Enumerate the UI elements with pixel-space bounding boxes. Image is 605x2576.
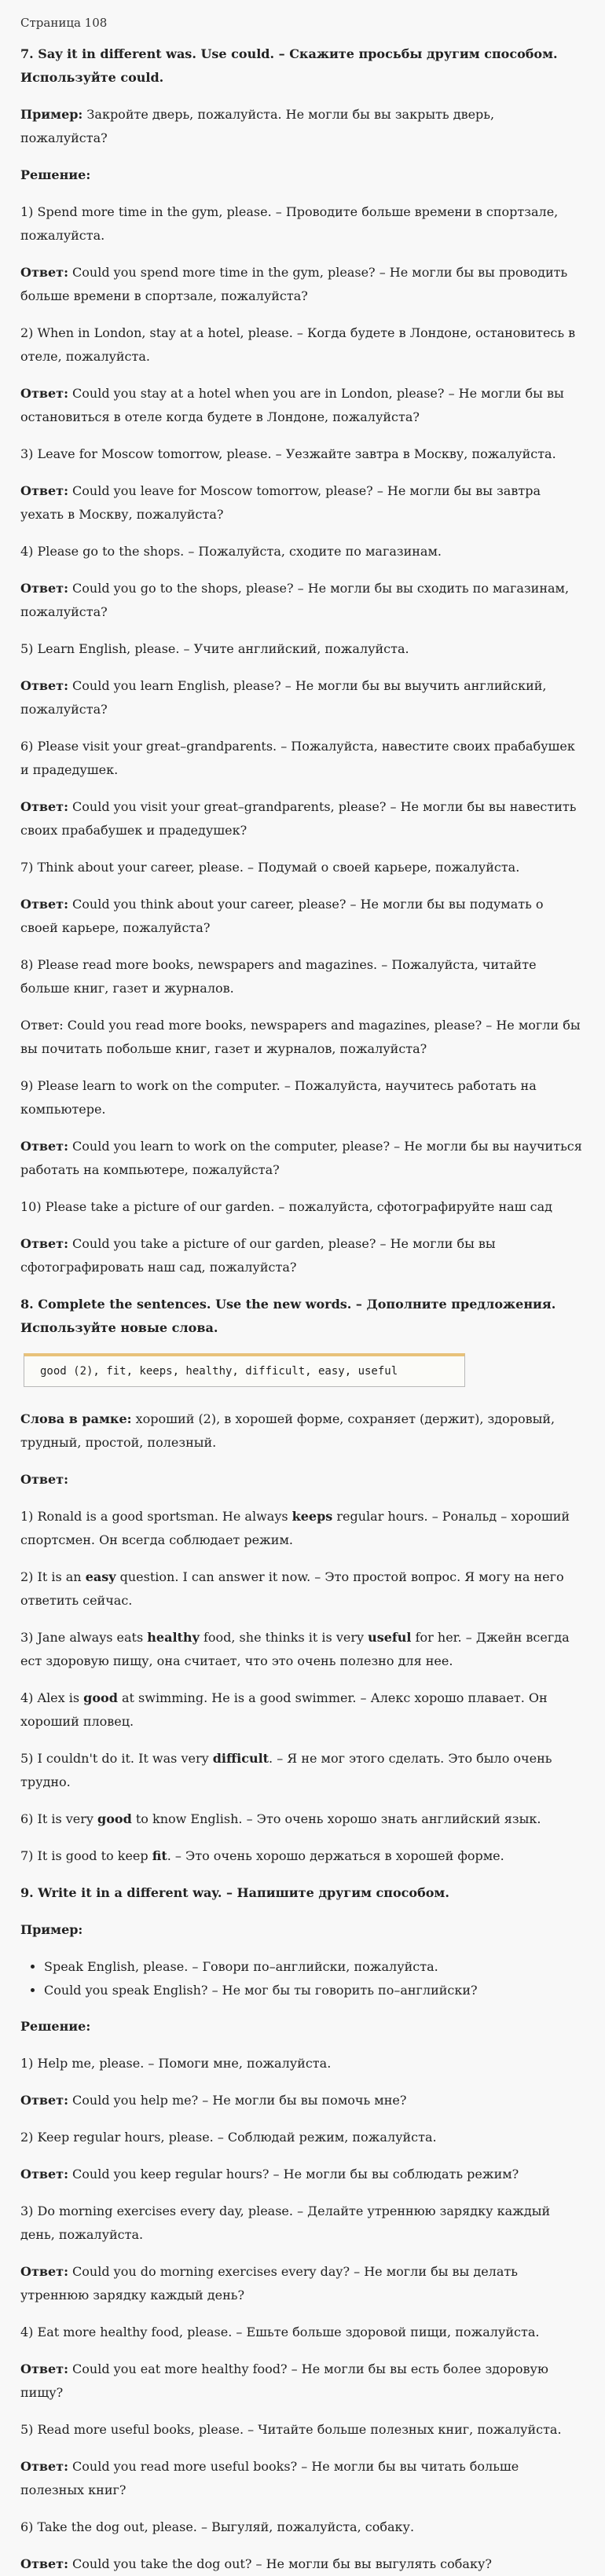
question-item: 3) Do morning exercises every day, please. – Делайте утреннюю зарядку каждый день, пожалуйста. <box>20 2204 551 2242</box>
sentence-text: at swimming. He is a good swimmer. – Алекс хорошо плавает. Он хороший пловец. <box>20 1690 548 1729</box>
answer-item <box>20 2260 585 2307</box>
completed-sentence <box>20 1686 585 1734</box>
answer-item <box>20 2552 585 2576</box>
inserted-word: good <box>97 1811 132 1826</box>
answer-item <box>20 382 585 429</box>
answer-item <box>20 795 585 842</box>
question-item: 4) Eat more healthy food, please. – Ешьте больше здоровой пищи, пожалуйста. <box>20 2325 540 2339</box>
answer-label: Ответ: <box>20 2264 68 2279</box>
task-9-example-label: Пример: <box>20 1922 83 1937</box>
question-item: 10) Please take a picture of our garden. – пожалуйста, сфотографируйте наш сад <box>20 1199 552 1214</box>
sentence-text: 1) Ronald is a good sportsman. He always <box>20 1509 292 1524</box>
example-text: Закройте дверь, пожалуйста. Не могли бы вы закрыть дверь, пожалуйста? <box>20 107 495 145</box>
completed-sentence <box>20 1505 585 1552</box>
sentence-text: . – Я не мог этого сделать. Это было очень трудно. <box>20 1751 552 1789</box>
word-box: good (2), fit, keeps, healthy, difficult, easy, useful <box>24 1353 465 1387</box>
answer-label: Ответ: <box>20 2167 68 2182</box>
question-item: 5) Read more useful books, please. – Читайте больше полезных книг, пожалуйста. <box>20 2422 562 2437</box>
task-7-heading: 7. Say it in different was. Use could. – Скажите просьбы другим способом. Используйте could. <box>20 46 558 85</box>
answer-text: Could you go to the shops, please? – Не могли бы вы сходить по магазинам, пожалуйста? <box>20 581 570 619</box>
answer-text: Could you stay at a hotel when you are in London, please? – Не могли бы вы остановиться в отеле когда будете в Лондоне, пожалуйста? <box>20 386 564 424</box>
inserted-word: fit <box>152 1848 167 1863</box>
question-item: 6) Please visit your great–grandparents. – Пожалуйста, навестите своих прабабушек и прадедушек. <box>20 739 575 777</box>
task-9-solution-label: Решение: <box>20 2019 91 2034</box>
completed-sentence <box>20 1844 585 1868</box>
answer-item <box>20 674 585 721</box>
completed-sentence <box>20 1565 585 1613</box>
inserted-word: difficult <box>212 1751 270 1766</box>
question-item: 5) Learn English, please. – Учите английский, пожалуйста. <box>20 641 409 656</box>
sentence-text: . – Это очень хорошо держаться в хорошей форме. <box>167 1848 504 1863</box>
answer-item <box>20 893 585 940</box>
inserted-word: healthy <box>147 1630 200 1645</box>
answer-text: Could you read more useful books? – Не могли бы вы читать больше полезных книг? <box>20 2459 519 2497</box>
answer-label: Ответ: <box>20 265 68 280</box>
sentence-text: 4) Alex is <box>20 1690 84 1705</box>
answer-label: Ответ: <box>20 581 68 596</box>
answer-text: Could you leave for Moscow tomorrow, please? – Не могли бы вы завтра уехать в Москву, пожалуйста? <box>20 483 541 522</box>
answer-item <box>20 1232 585 1279</box>
answer-label: Ответ: <box>20 799 68 814</box>
task-9-heading: 9. Write it in a different way. – Напишите другим способом. <box>20 1885 449 1900</box>
sentence-text: food, she thinks it is very <box>199 1630 368 1645</box>
task-7-example <box>20 103 585 150</box>
answer-label: Ответ: <box>20 483 68 498</box>
question-item: 7) Think about your career, please. – Подумай о своей карьере, пожалуйста. <box>20 860 520 875</box>
question-item: 2) Keep regular hours, please. – Соблюдай режим, пожалуйста. <box>20 2130 437 2145</box>
answer-label: Ответ: <box>20 2459 68 2474</box>
sentence-text: 7) It is good to keep <box>20 1848 152 1863</box>
sentence-text: 6) It is very <box>20 1811 98 1826</box>
answer-text: Could you do morning exercises every day? – Не могли бы вы делать утреннюю зарядку каждый день? <box>20 2264 518 2303</box>
question-item: 1) Help me, please. – Помоги мне, пожалуйста. <box>20 2056 332 2071</box>
sentence-text: 3) Jane always eats <box>20 1630 148 1645</box>
answer-text: Could you think about your career, please? – Не могли бы вы подумать о своей карьере, пожалуйста? <box>20 897 544 935</box>
question-item: 6) Take the dog out, please. – Выгуляй, пожалуйста, собаку. <box>20 2519 415 2534</box>
answer-item <box>20 2163 585 2186</box>
task-9-examples <box>20 1955 585 2002</box>
answer-label: Ответ: <box>20 897 68 912</box>
answer-text: Could you take the dog out? – Не могли бы вы выгулять собаку? <box>68 2556 492 2571</box>
inserted-word: easy <box>85 1569 116 1584</box>
answer-item <box>20 1014 585 1061</box>
answer-label: Ответ: <box>20 386 68 401</box>
answer-text: Could you keep regular hours? – Не могли бы вы соблюдать режим? <box>68 2167 519 2182</box>
task-8-items <box>20 1505 585 1868</box>
sentence-text: question. I can answer it now. – Это простой вопрос. Я могу на него ответить сейчас. <box>20 1569 564 1608</box>
answer-label: Ответ: <box>20 2361 68 2376</box>
completed-sentence <box>20 1747 585 1794</box>
answer-text: Could you visit your great–grandparents, please? – Не могли бы вы навестить своих прабабушек и прадедушек? <box>20 799 577 838</box>
answer-item <box>20 2455 585 2502</box>
answer-item <box>20 577 585 624</box>
task-7-solution-label: Решение: <box>20 167 91 182</box>
example-item: • Speak English, please. – Говори по–английски, пожалуйста. <box>44 1955 585 1979</box>
words-text: хороший (2), в хорошей форме, сохраняет (держит), здоровый, трудный, простой, полезный. <box>20 1411 556 1450</box>
task-8-heading: 8. Complete the sentences. Use the new words. – Дополните предложения. Используйте новые слова. <box>20 1297 556 1335</box>
answer-label: Ответ: <box>20 1236 68 1251</box>
question-item: 4) Please go to the shops. – Пожалуйста, сходите по магазинам. <box>20 544 442 559</box>
completed-sentence <box>20 1626 585 1673</box>
answer-item <box>20 261 585 308</box>
example-label: Пример: <box>20 107 83 122</box>
answer-text: Could you eat more healthy food? – Не могли бы вы есть более здоровую пищу? <box>20 2361 548 2400</box>
sentence-text: to know English. – Это очень хорошо знать английский язык. <box>131 1811 541 1826</box>
answer-item <box>20 2358 585 2405</box>
answer-text: Could you help me? – Не могли бы вы помочь мне? <box>68 2093 407 2108</box>
question-item: 8) Please read more books, newspapers and magazines. – Пожалуйста, читайте больше книг, газет и журналов. <box>20 957 537 996</box>
sentence-text: regular hours. – Рональд – хороший спортсмен. Он всегда соблюдает режим. <box>20 1509 570 1547</box>
task-8-answer-label: Ответ: <box>20 1472 68 1487</box>
question-item: 9) Please learn to work on the computer. – Пожалуйста, научитесь работать на компьютере. <box>20 1078 537 1117</box>
words-label: Слова в рамке: <box>20 1411 132 1426</box>
question-item: 3) Leave for Moscow tomorrow, please. – Уезжайте завтра в Москву, пожалуйста. <box>20 446 556 461</box>
example-item: • Could you speak English? – Не мог бы ты говорить по–английски? <box>44 1979 585 2002</box>
inserted-word: useful <box>368 1630 412 1645</box>
task-7-items <box>20 200 585 1279</box>
answer-text: Could you learn to work on the computer, please? – Не могли бы вы научиться работать на компьютере, пожалуйста? <box>20 1139 582 1177</box>
answer-item <box>20 479 585 527</box>
answer-text: Could you spend more time in the gym, please? – Не могли бы вы проводить больше времени в спортзале, пожалуйста? <box>20 265 568 303</box>
answer-text: Could you learn English, please? – Не могли бы вы выучить английский, пожалуйста? <box>20 678 547 717</box>
sentence-text: 5) I couldn't do it. It was very <box>20 1751 213 1766</box>
question-item: 2) When in London, stay at a hotel, please. – Когда будете в Лондоне, остановитесь в отеле, пожалуйста. <box>20 325 576 364</box>
page-number-label: Страница 108 <box>20 16 108 30</box>
answer-label: Ответ: <box>20 2093 68 2108</box>
sentence-text: for her. – Джейн всегда ест здоровую пищу, она считает, что это очень полезно для нее. <box>20 1630 570 1668</box>
inserted-word: keeps <box>292 1509 333 1524</box>
answer-item <box>20 1135 585 1182</box>
answer-label: Ответ: <box>20 2556 68 2571</box>
sentence-text: 2) It is an <box>20 1569 86 1584</box>
answer-label: Ответ: <box>20 678 68 693</box>
word-box-translation <box>20 1407 585 1455</box>
task-9-items <box>20 2052 585 2576</box>
answer-label: Ответ: <box>20 1139 68 1154</box>
answer-text: Ответ: Could you read more books, newspapers and magazines, please? – Не могли бы вы почитать побольше книг, газет и журналов, пожалуйста? <box>20 1018 581 1056</box>
answer-item <box>20 2089 585 2112</box>
answer-text: Could you take a picture of our garden, please? – Не могли бы вы сфотографировать наш сад, пожалуйста? <box>20 1236 496 1275</box>
question-item: 1) Spend more time in the gym, please. – Проводите больше времени в спортзале, пожалуйста. <box>20 204 559 243</box>
inserted-word: good <box>83 1690 118 1705</box>
completed-sentence <box>20 1807 585 1831</box>
